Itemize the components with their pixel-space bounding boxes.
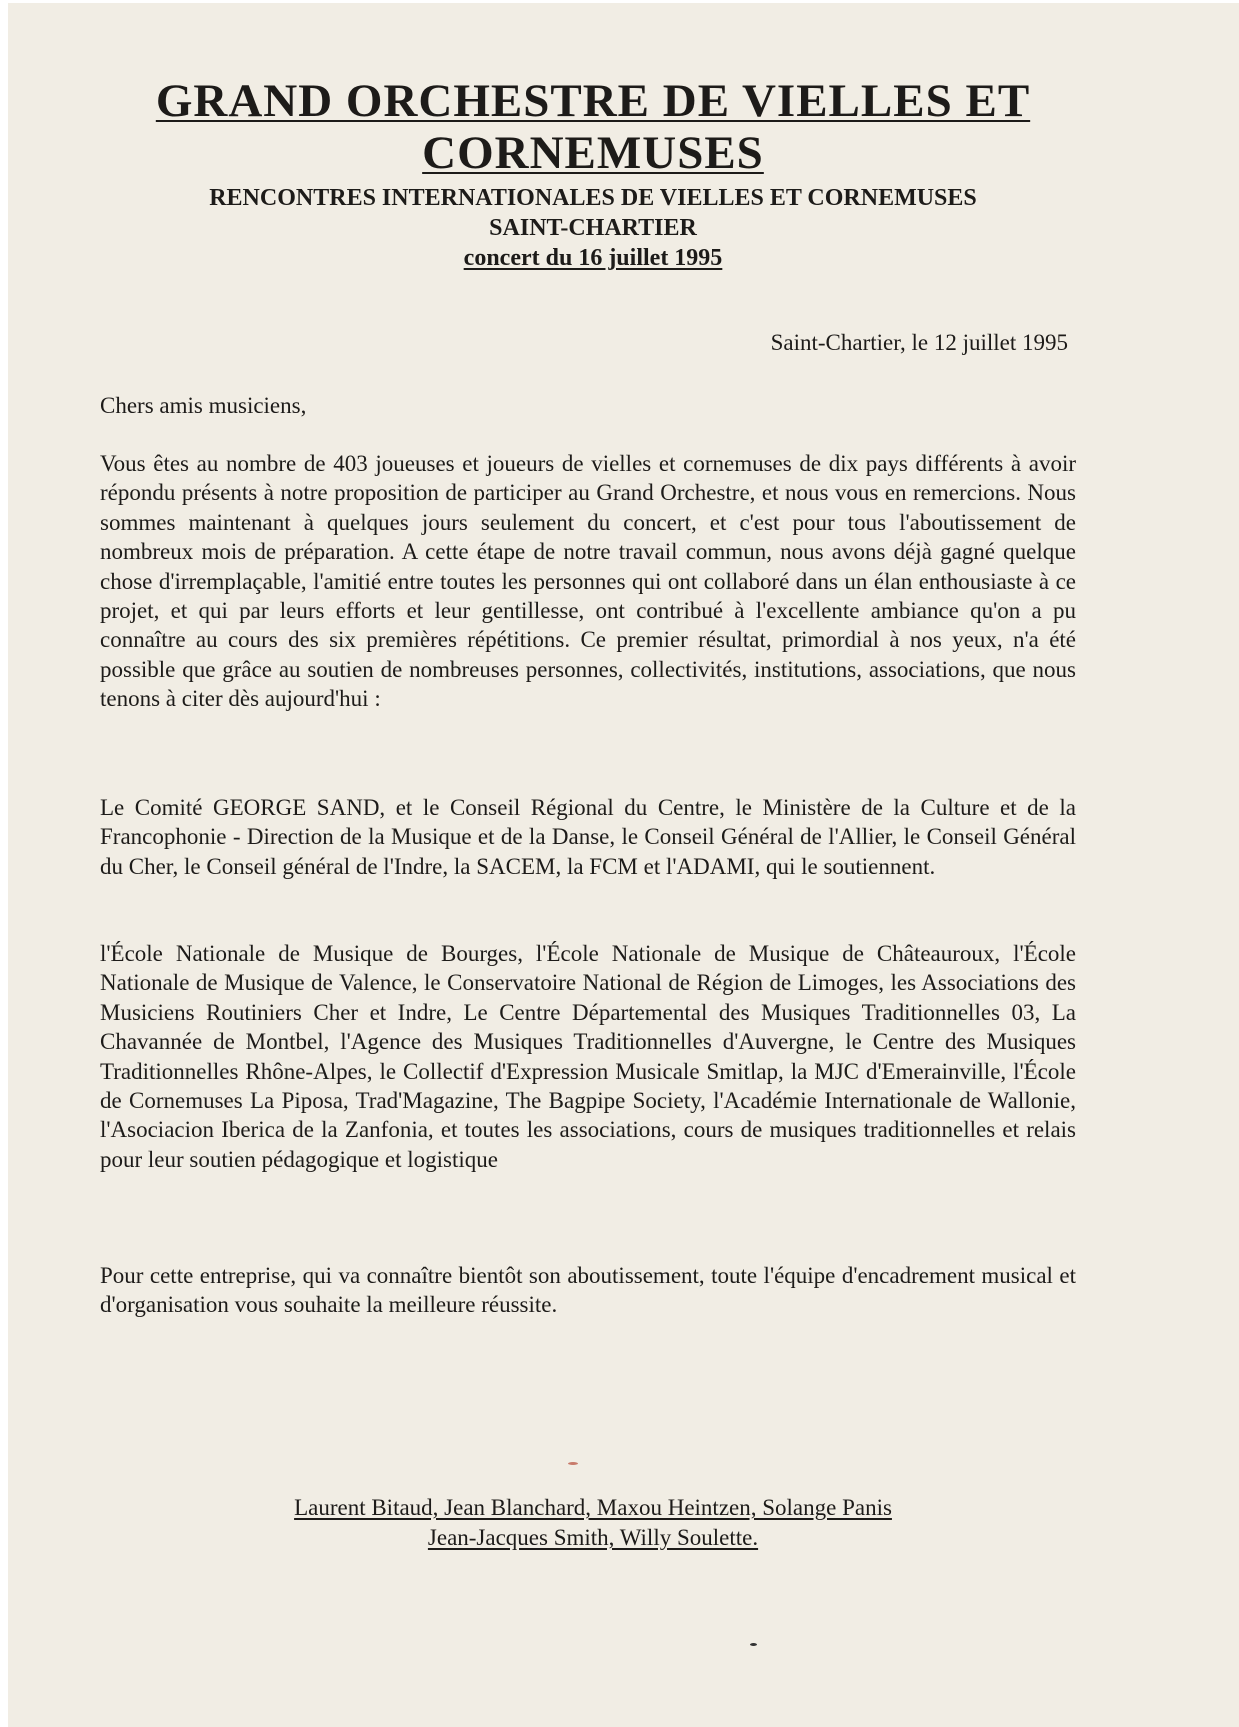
letterhead-concert-date: concert du 16 juillet 1995 <box>463 245 723 271</box>
greeting: Chers amis musiciens, <box>100 393 307 418</box>
place-and-date: Saint-Chartier, le 12 juillet 1995 <box>770 330 1068 355</box>
paper-speck <box>568 1462 578 1465</box>
paper-speck <box>750 1643 757 1646</box>
signature-names-line-1: Laurent Bitaud, Jean Blanchard, Maxou Heintzen, Solange Panis <box>294 1495 892 1520</box>
paragraph-schools-associations: l'École Nationale de Musique de Bourges, l'École Nationale de Musique de Châteauroux, l'École Nationale de Musique de Valence, le Conservatoire National de Région de Limoges, les Associations des Musiciens Routiniers Cher et Indre, Le Centre Départemental des Musiques Traditionnelles 03, La Chavannée de Montbel, l'Agence des Musiques Traditionnelles d'Auvergne, le Centre des Musiques Traditionnelles Rhône-Alpes, le Collectif d'Expression Musicale Smitlap, la MJC d'Emerainville, l'École de Cornemuses La Piposa, Trad'Magazine, The Bagpipe Society, l'Académie Internationale de Wallonie, l'Asociacion Iberica de la Zanfonia, et toutes les associations, cours de musiques traditionnelles et relais pour leur soutien pédagogique et logistique <box>100 941 1076 1172</box>
paragraph-intro: Vous êtes au nombre de 403 joueuses et joueurs de vielles et cornemuses de dix pays différents à avoir répondu présents à notre proposition de participer au Grand Orchestre, et nous vous en remercions. Nous sommes maintenant à quelques jours seulement du concert, et c'est pour tous l'aboutissement de nombreux mois de préparation. A cette étape de notre travail commun, nous avons déjà gagné quelque chose d'irremplaçable, l'amitié entre toutes les personnes qui ont collaboré dans un élan enthousiaste à ce projet, et qui par leurs efforts et leur gentillesse, ont contribué à l'excellente ambiance qu'on a pu connaître au cours des six premières répétitions. Ce premier résultat, primordial à nos yeux, n'a été possible que grâce au soutien de nombreuses personnes, collectivités, institutions, associations, que nous tenons à citer dès aujourd'hui : <box>100 451 1076 712</box>
letterhead-title: GRAND ORCHESTRE DE VIELLES ET CORNEMUSES <box>155 75 1031 179</box>
paragraph-closing: Pour cette entreprise, qui va connaître bientôt son aboutissement, toute l'équipe d'encadrement musical et d'organisation vous souhaite la meilleure réussite. <box>100 1263 1076 1318</box>
letterhead-subtitle-location: SAINT-CHARTIER <box>489 215 697 241</box>
letterhead-subtitle-event: RENCONTRES INTERNATIONALES DE VIELLES ET CORNEMUSES <box>209 185 977 211</box>
paragraph-institutional-support: Le Comité GEORGE SAND, et le Conseil Régional du Centre, le Ministère de la Culture et de la Francophonie - Direction de la Musique et de la Danse, le Conseil Général de l'Allier, le Conseil Général du Cher, le Conseil général de l'Indre, la SACEM, la FCM et l'ADAMI, qui le soutiennent. <box>100 795 1076 879</box>
signature-names-line-2: Jean-Jacques Smith, Willy Soulette. <box>427 1525 759 1550</box>
signature-block <box>98 1493 1088 1553</box>
